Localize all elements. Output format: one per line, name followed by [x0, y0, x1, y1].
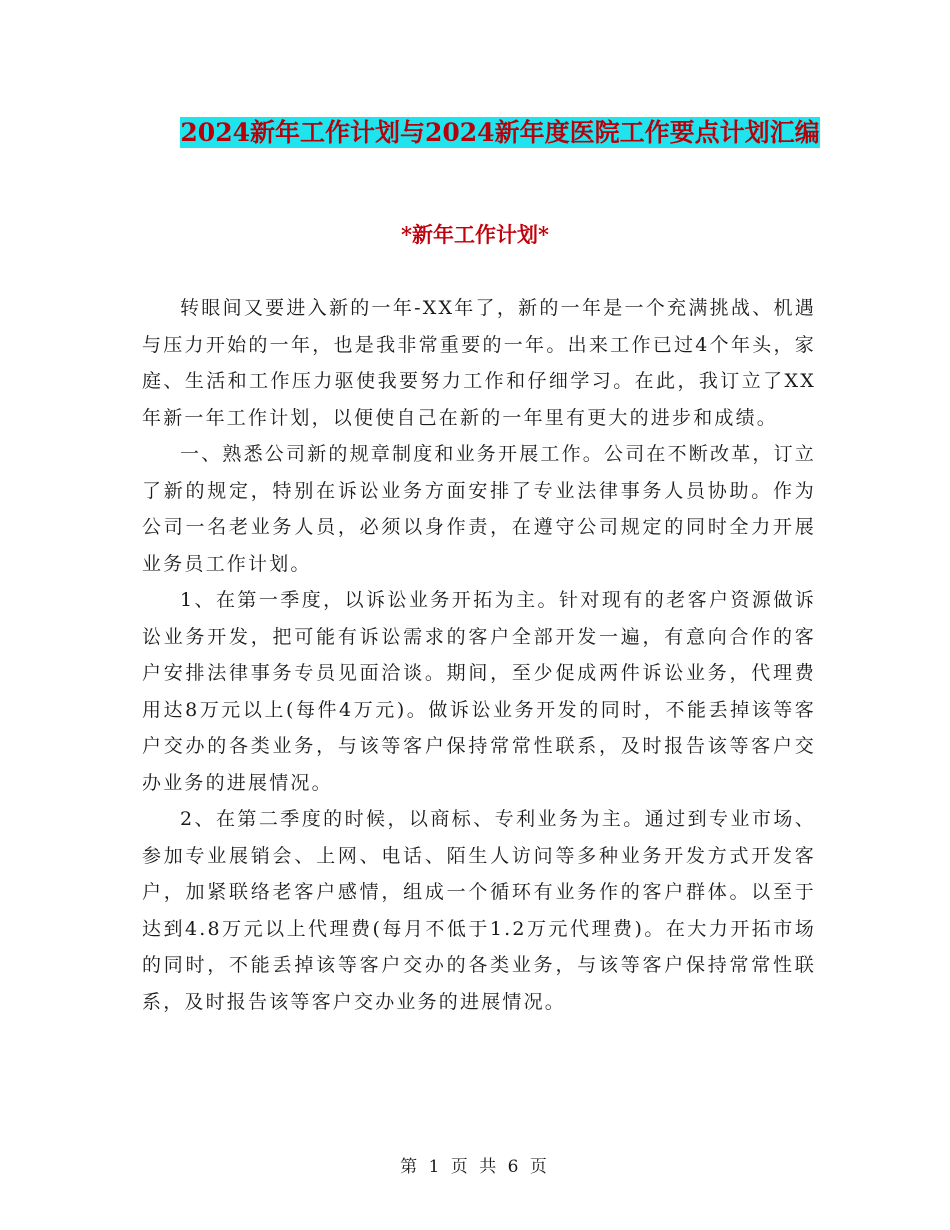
- paragraph-section-1: 一、熟悉公司新的规章制度和业务开展工作。公司在不断改革，订立了新的规定，特别在诉讼业务方面安排了专业法律事务人员协助。作为公司一名老业务人员，必须以身作责，在遵守公司规定的同时全力开展业务员工作计划。: [142, 443, 817, 575]
- document-body: [142, 290, 816, 1020]
- page-number-footer: 第 1 页 共 6 页: [400, 1157, 550, 1177]
- document-title: [140, 112, 860, 154]
- title-highlight: 2024新年工作计划与2024新年度医院工作要点计划汇编: [180, 118, 820, 147]
- paragraph-q2: 2、在第二季度的时候，以商标、专利业务为主。通过到专业市场、参加专业展销会、上网、电话、陌生人访问等多种业务开发方式开发客户，加紧联络老客户感情，组成一个循环有业务作的客户群体。以至于达到4.8万元以上代理费(每月不低于1.2万元代理费)。在大力开拓市场的同时，不能丢掉该等客户交办的各类业务，与该等客户保持常常性联系，及时报告该等客户交办业务的进展情况。: [142, 808, 816, 1013]
- paragraph-q1: 1、在第一季度，以诉讼业务开拓为主。针对现有的老客户资源做诉讼业务开发，把可能有诉讼需求的客户全部开发一遍，有意向合作的客户安排法律事务专员见面洽谈。期间，至少促成两件诉讼业务，代理费用达8万元以上(每件4万元)。做诉讼业务开发的同时，不能丢掉该等客户交办的各类业务，与该等客户保持常常性联系，及时报告该等客户交办业务的进展情况。: [142, 589, 816, 794]
- paragraph-intro: 转眼间又要进入新的一年-XX年了，新的一年是一个充满挑战、机遇与压力开始的一年，也是我非常重要的一年。出来工作已过4个年头，家庭、生活和工作压力驱使我要努力工作和仔细学习。在此，我订立了XX年新一年工作计划，以便使自己在新的一年里有更大的进步和成绩。: [142, 297, 816, 429]
- section-heading: *新年工作计划*: [401, 222, 549, 247]
